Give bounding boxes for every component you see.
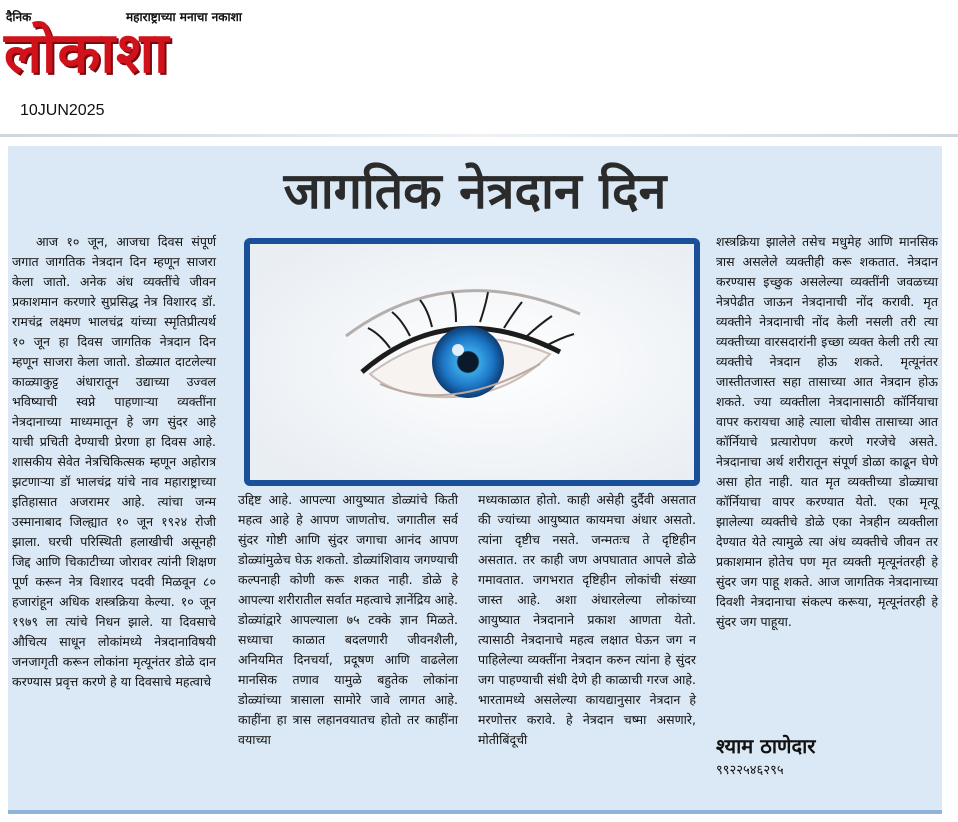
article-bottom-border: [8, 810, 942, 814]
article-column-1: [12, 232, 216, 692]
article-column-4: [716, 232, 938, 632]
article-headline: जागतिक नेत्रदान दिन: [283, 162, 667, 220]
column-3-text: मध्यकाळात होतो. काही असेही दुर्दैवी असतात की ज्यांच्या आयुष्यात कायमचा अंधार असतो. त्यांना दृष्टीच नसते. जन्मतःच ते दृष्टिहीन असतात. तर काही जण अपघातात आपले डोळे गमावतात. जगभरात दृष्टिहीन लोकांची संख्या जास्त आहे. अशा अंधारलेल्या लोकांच्या आयुष्यात नेत्रदानाने प्रकाश आणता येतो. त्यासाठी नेत्रदानाचे महत्व लक्षात घेऊन जग न पाहिलेल्या व्यक्तींना नेत्रदान करुन त्यांना हे सुंदर जग पाहण्याची संधी देणे ही काळाची गरज आहे. भारतामध्ये असलेल्या कायद्यानुसार नेत्रदान हे मरणोत्तर करावे. हे नेत्रदान चष्मा असणारे, मोतीबिंदूची: [478, 492, 696, 747]
article-panel: [8, 146, 942, 810]
author-phone: ९९२२५४६२९५: [716, 763, 784, 778]
masthead-tagline: महाराष्ट्राच्या मनाचा नकाशा: [126, 10, 242, 24]
eye-photo: [244, 238, 700, 486]
author-name: श्याम ठाणेदार: [716, 734, 816, 758]
newspaper-logo: लोकाशा: [4, 21, 170, 86]
article-column-3: [478, 490, 696, 750]
article-column-2: [238, 490, 458, 750]
eye-illustration: [250, 244, 694, 480]
column-4-text: शस्त्रक्रिया झालेले तसेच मधुमेह आणि मानसिक त्रास असलेले व्यक्तीही करू शकतात. नेत्रदान करण्यास इच्छुक असलेल्या व्यक्तींनी जवळच्या नेत्रपेढीत जाऊन नेत्रदानाची नोंद करावी. मृत व्यक्तीने नेत्रदानाची नोंद केली नसली तरी त्या व्यक्तीच्या वारसदारांनी इच्छा व्यक्त केली तरी त्या व्यक्तीचे नेत्रदान होऊ शकते. मृत्यूनंतर जास्तीतजास्त सहा तासाच्या आत नेत्रदान होऊ शकते. ज्या व्यक्तीला नेत्रदानासाठी कॉर्नियाचा वापर करायचा आहे त्याला चोवीस तासाच्या आत कॉर्नियाचे प्रत्यारोपण करणे गरजेचे असते. नेत्रदानाचा अर्थ शरीरातून संपूर्ण डोळा काढून घेणे असा होत नाही. यात मृत व्यक्तीच्या डोळ्याचा कॉर्नियाचा वापर करण्यात येतो. एका मृत्यू झालेल्या व्यक्तीचे डोळे एका नेत्रहीन व्यक्तीला देण्यात येते त्यामुळे त्या अंध व्यक्तीचे जीवन तर प्रकाशमान होतेच पण मृत व्यक्ती मृत्यूनंतरही हे सुंदर जग पाहू शकते. आज जागतिक नेत्रदानाच्या दिवशी नेत्रदानाचा संकल्प करूया, मृत्यूनंतरही हे सुंदर जग पाहूया.: [716, 234, 938, 629]
masthead-divider: [0, 134, 958, 137]
column-2-text: उद्दिष्ट आहे. आपल्या आयुष्यात डोळ्यांचे किती महत्व आहे हे आपण जाणतोच. जगातील सर्व सुंदर गोष्टी आणि सुंदर जगाचा आनंद आपण डोळ्यांमुळेच घेऊ शकतो. डोळ्यांशिवाय जगण्याची कल्पनाही कोणी करू शकत नाही. डोळे हे आपल्या शरीरातील सर्वात महत्वाचे ज्ञानेंद्रिय आहे. डोळ्यांद्वारे आपल्याला ७५ टक्के ज्ञान मिळते. सध्याचा काळात बदलणारी जीवनशैली, अनियमित दिनचर्या, प्रदूषण आणि वाढलेला मानसिक तणाव यामुळे बहुतेक लोकांना डोळ्यांच्या त्रासाला सामोरे जावे लागत आहे. काहींना हा त्रास लहानवयातच होतो तर काहींना वयाच्या: [238, 492, 458, 747]
column-1-text: आज १० जून, आजचा दिवस संपूर्ण जगात जागतिक नेत्रदान दिन म्हणून साजरा केला जातो. अनेक अंध व्यक्तींचे जीवन प्रकाशमान करणारे सुप्रसिद्ध नेत्र विशारद डॉ. रामचंद्र लक्ष्मण भालचंद्र यांच्या स्मृतिप्रीत्यर्थ १० जून हा दिवस जागतिक नेत्रदान दिन म्हणून साजरा केला जातो. डोळ्यात दाटलेल्या काळ्याकुट्ट अंधारातून उद्याच्या उज्वल भविष्याची स्वप्ने पाहणाऱ्या व्यक्तींना नेत्रदानाच्या माध्यमातून हे जग सुंदर आहे याची प्रचिती देण्याची प्रेरणा हा दिवस आहे. शासकीय सेवेत नेत्रचिकित्सक म्हणून अहोरात्र झटणाऱ्या डॉ भालचंद्र यांचे नाव महाराष्ट्राच्या इतिहासात अजरामर आहे. त्यांचा जन्म उस्मानाबाद जिल्ह्यात १० जून १९२४ रोजी झाला. घरची परिस्थिती हलाखीची असूनही जिद्द आणि चिकाटीच्या जोरावर त्यांनी शिक्षण पूर्ण करून नेत्र विशारद पदवी मिळवून ८० हजारांहून अधिक शस्त्रक्रिया केल्या. १० जून १९७९ ला त्यांचे निधन झाले. या दिवसाचे औचित्य साधून लोकांमध्ये नेत्रदानाविषयी जनजागृती करून लोकांना मृत्यूनंतर डोळे दान करण्यास प्रवृत्त करणे हे या दिवसाचे महत्वाचे: [12, 234, 216, 689]
publication-date: 10JUN2025: [20, 102, 105, 119]
masthead-dainik: दैनिक: [6, 10, 32, 24]
